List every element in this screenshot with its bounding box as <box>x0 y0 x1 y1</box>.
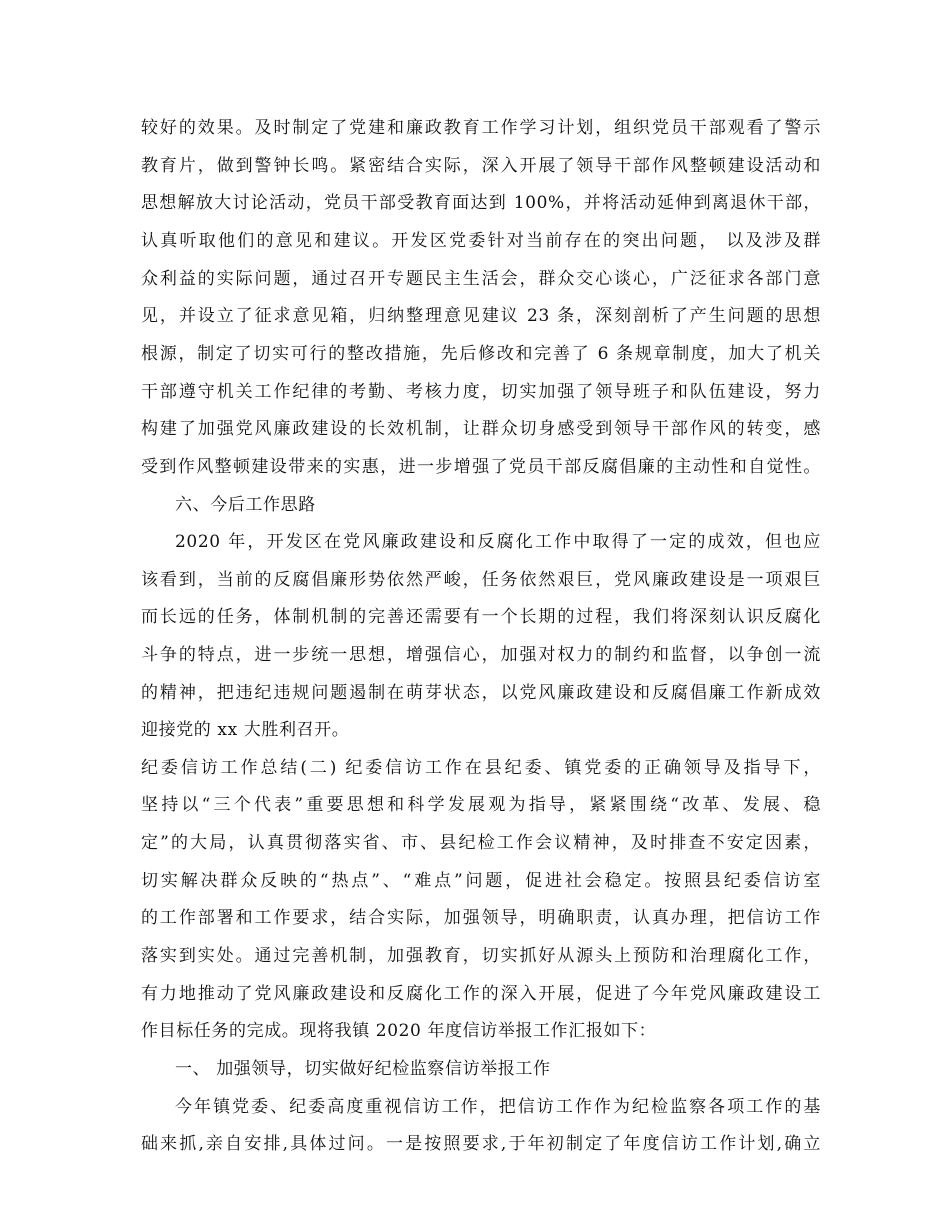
paragraph-line: 的工作部署和工作要求，结合实际，加强领导，明确职责，认真办理，把信访工作 <box>141 908 821 928</box>
paragraph-line: 众利益的实际问题，通过召开专题民主生活会，群众交心谈心，广泛征求各部门意 <box>141 269 821 289</box>
paragraph-line: 干部遵守机关工作纪律的考勤、考核力度，切实加强了领导班子和队伍建设，努力 <box>141 382 821 402</box>
paragraph-line: 作目标任务的完成。现将我镇 2020 年度信访举报工作汇报如下： <box>141 1021 657 1041</box>
document-title-line: 纪委信访工作总结(二) 纪委信访工作在县纪委、镇党委的正确领导及指导下， <box>141 758 821 778</box>
paragraph-line: 认真听取他们的意见和建议。开发区党委针对当前存在的突出问题， 以及涉及群 <box>141 231 821 251</box>
paragraph-line: 见，并设立了征求意见箱，归纳整理意见建议 23 条，深刻剖析了产生问题的思想 <box>141 306 821 326</box>
paragraph-line: 受到作风整顿建设带来的实惠，进一步增强了党员干部反腐倡廉的主动性和自觉性。 <box>141 457 821 477</box>
section-heading: 六、今后工作思路 <box>175 495 316 515</box>
paragraph-line: 构建了加强党风廉政建设的长效机制，让群众切身感受到领导干部作风的转变，感 <box>141 419 821 439</box>
paragraph-line: 根源，制定了切实可行的整改措施，先后修改和完善了 6 条规章制度，加大了机关 <box>141 344 821 364</box>
paragraph-line: 今年镇党委、纪委高度重视信访工作，把信访工作作为纪检监察各项工作的基 <box>175 1097 821 1117</box>
paragraph-line: 斗争的特点，进一步统一思想，增强信心，加强对权力的制约和监督，以争创一流 <box>141 645 821 665</box>
paragraph-line: 定”的大局，认真贯彻落实省、市、县纪检工作会议精神，及时排查不安定因素， <box>141 833 821 853</box>
paragraph-line: 2020 年，开发区在党风廉政建设和反腐化工作中取得了一定的成效，但也应 <box>175 532 821 552</box>
paragraph-line: 教育片，做到警钟长鸣。紧密结合实际，深入开展了领导干部作风整顿建设活动和 <box>141 156 821 176</box>
section-heading: 一、 加强领导，切实做好纪检监察信访举报工作 <box>175 1059 551 1079</box>
paragraph-line: 础来抓,亲自安排,具体过问。一是按照要求,于年初制定了年度信访工作计划,确立 <box>141 1134 821 1154</box>
paragraph-line: 坚持以“三个代表”重要思想和科学发展观为指导，紧紧围绕“改革、发展、稳 <box>141 795 821 815</box>
paragraph-line: 该看到，当前的反腐倡廉形势依然严峻，任务依然艰巨，党风廉政建设是一项艰巨 <box>141 570 821 590</box>
paragraph-line: 有力地推动了党风廉政建设和反腐化工作的深入开展，促进了今年党风廉政建设工 <box>141 984 821 1004</box>
paragraph-line: 落实到实处。通过完善机制，加强教育，切实抓好从源头上预防和治理腐化工作， <box>141 946 821 966</box>
paragraph-line: 思想解放大讨论活动，党员干部受教育面达到 100%，并将活动延伸到离退休干部， <box>141 193 821 213</box>
paragraph-line: 较好的效果。及时制定了党建和廉政教育工作学习计划，组织党员干部观看了警示 <box>141 118 821 138</box>
paragraph-line: 切实解决群众反映的“热点”、“难点”问题，促进社会稳定。按照县纪委信访室 <box>141 871 821 891</box>
paragraph-line: 的精神，把违纪违规问题遏制在萌芽状态，以党风廉政建设和反腐倡廉工作新成效 <box>141 683 821 703</box>
paragraph-line: 迎接党的 xx 大胜利召开。 <box>141 720 350 740</box>
paragraph-line: 而长远的任务，体制机制的完善还需要有一个长期的过程，我们将深刻认识反腐化 <box>141 607 821 627</box>
